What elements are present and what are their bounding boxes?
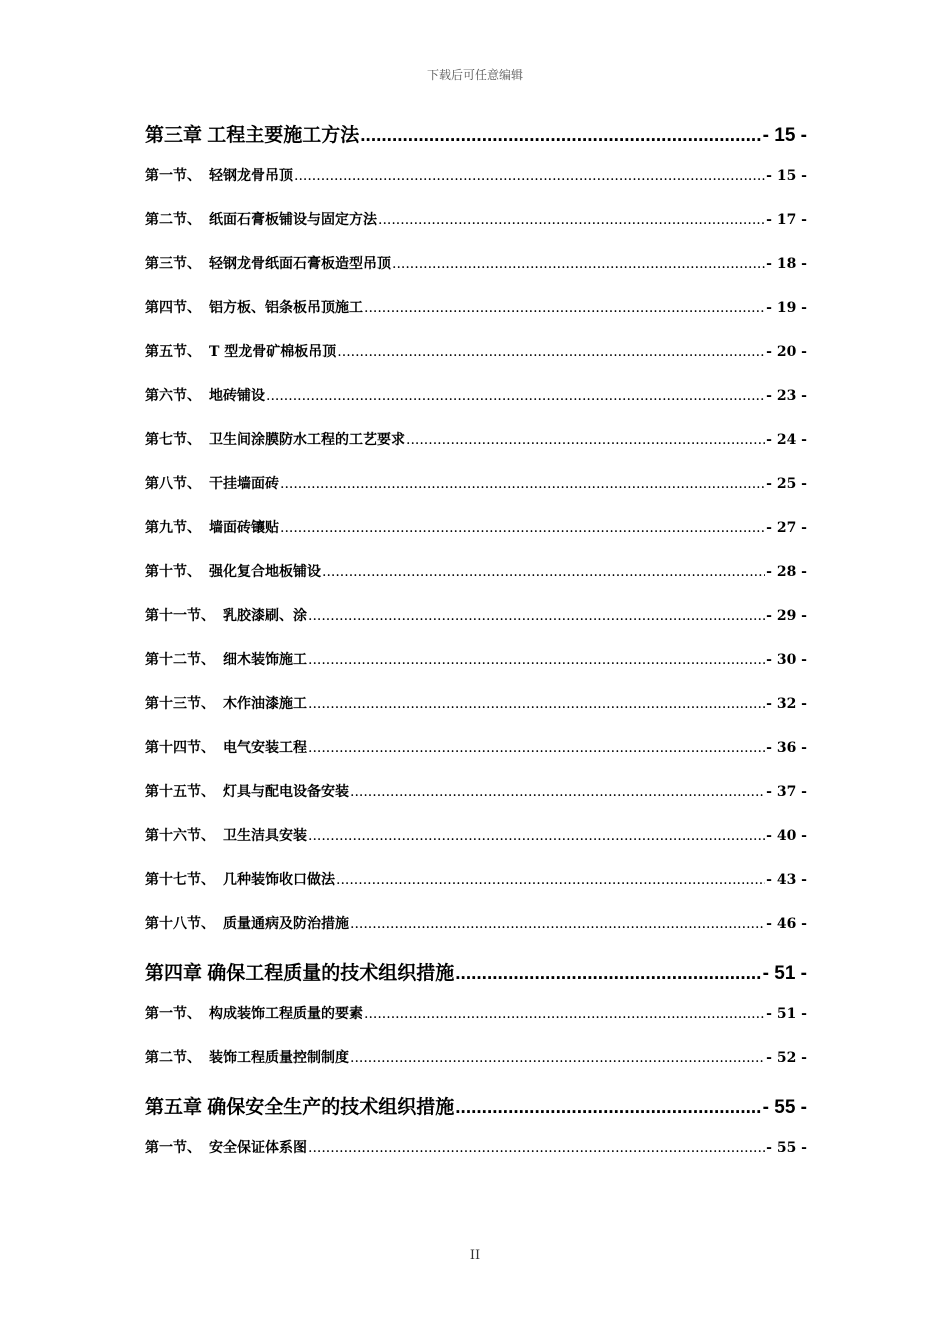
section-page: - 52 - — [766, 1050, 807, 1066]
section-number: 第一节、 — [145, 1006, 201, 1022]
section-number: 第一节、 — [145, 168, 201, 184]
toc-section[interactable] — [145, 770, 807, 814]
table-of-contents — [145, 118, 807, 1170]
section-page: - 30 - — [766, 652, 807, 668]
chapter-title: 第四章 确保工程质量的技术组织措施 — [145, 963, 455, 984]
section-number: 第一节、 — [145, 1140, 201, 1156]
leader-dots — [308, 814, 765, 858]
section-page: - 17 - — [766, 212, 807, 228]
section-title: 几种装饰收口做法 — [223, 872, 335, 888]
leader-dots — [364, 286, 765, 330]
section-title: 轻钢龙骨吊顶 — [209, 168, 293, 184]
toc-section[interactable] — [145, 1126, 807, 1170]
toc-section[interactable] — [145, 594, 807, 638]
section-title: 安全保证体系图 — [209, 1140, 307, 1156]
leader-dots — [350, 1036, 765, 1080]
leader-dots — [378, 198, 765, 242]
section-title: 地砖铺设 — [209, 388, 265, 404]
section-title: 细木装饰施工 — [223, 652, 307, 668]
section-title: 纸面石膏板铺设与固定方法 — [209, 212, 377, 228]
section-number: 第四节、 — [145, 300, 201, 316]
section-number: 第六节、 — [145, 388, 201, 404]
toc-section[interactable] — [145, 814, 807, 858]
toc-chapter-4[interactable] — [145, 956, 807, 992]
leader-dots — [294, 154, 765, 198]
section-number: 第七节、 — [145, 432, 201, 448]
section-title: 墙面砖镶贴 — [209, 520, 279, 536]
section-number: 第十五节、 — [145, 784, 215, 800]
toc-section[interactable] — [145, 242, 807, 286]
leader-dots — [336, 858, 765, 902]
section-title: 轻钢龙骨纸面石膏板造型吊顶 — [209, 256, 391, 272]
section-page: - 32 - — [766, 696, 807, 712]
leader-dots — [280, 506, 765, 550]
page-number: II — [469, 1248, 481, 1263]
leader-dots — [350, 902, 765, 946]
leader-dots — [308, 682, 765, 726]
chapter-page: - 55 - — [762, 1097, 807, 1118]
leader-dots — [322, 550, 765, 594]
leader-dots — [266, 374, 765, 418]
section-title: 装饰工程质量控制制度 — [209, 1050, 349, 1066]
toc-section[interactable] — [145, 154, 807, 198]
toc-section[interactable] — [145, 418, 807, 462]
section-page: - 43 - — [766, 872, 807, 888]
section-title: 干挂墙面砖 — [209, 476, 279, 492]
section-page: - 28 - — [766, 564, 807, 580]
chapter-title: 第五章 确保安全生产的技术组织措施 — [145, 1097, 455, 1118]
section-title: 质量通病及防治措施 — [223, 916, 349, 932]
section-title: 电气安装工程 — [223, 740, 307, 756]
section-number: 第二节、 — [145, 1050, 201, 1066]
section-number: 第十一节、 — [145, 608, 215, 624]
section-number: 第十二节、 — [145, 652, 215, 668]
section-title: 构成装饰工程质量的要素 — [209, 1006, 363, 1022]
toc-section[interactable] — [145, 726, 807, 770]
leader-dots — [308, 1126, 765, 1170]
section-page: - 37 - — [766, 784, 807, 800]
section-number: 第二节、 — [145, 212, 201, 228]
toc-section[interactable] — [145, 462, 807, 506]
section-page: - 40 - — [766, 828, 807, 844]
section-page: - 46 - — [766, 916, 807, 932]
leader-dots — [308, 638, 765, 682]
toc-section[interactable] — [145, 1036, 807, 1080]
section-page: - 25 - — [766, 476, 807, 492]
section-title: 卫生洁具安装 — [223, 828, 307, 844]
section-title: T 型龙骨矿棉板吊顶 — [209, 344, 337, 360]
section-title: 灯具与配电设备安装 — [223, 784, 349, 800]
toc-section[interactable] — [145, 992, 807, 1036]
section-page: - 51 - — [766, 1006, 807, 1022]
toc-chapter-5[interactable] — [145, 1090, 807, 1126]
leader-dots — [364, 992, 765, 1036]
toc-section[interactable] — [145, 198, 807, 242]
section-number: 第十六节、 — [145, 828, 215, 844]
section-page: - 20 - — [766, 344, 807, 360]
section-number: 第十四节、 — [145, 740, 215, 756]
section-number: 第三节、 — [145, 256, 201, 272]
toc-section[interactable] — [145, 330, 807, 374]
section-number: 第八节、 — [145, 476, 201, 492]
chapter-page: - 15 - — [762, 125, 807, 146]
leader-dots — [455, 956, 761, 992]
section-title: 铝方板、铝条板吊顶施工 — [209, 300, 363, 316]
leader-dots — [350, 770, 765, 814]
section-number: 第十节、 — [145, 564, 201, 580]
toc-section[interactable] — [145, 506, 807, 550]
leader-dots — [360, 118, 761, 154]
section-page: - 29 - — [766, 608, 807, 624]
section-number: 第十三节、 — [145, 696, 215, 712]
section-number: 第五节、 — [145, 344, 201, 360]
leader-dots — [337, 330, 765, 374]
toc-section[interactable] — [145, 858, 807, 902]
leader-dots — [455, 1090, 761, 1126]
section-page: - 18 - — [766, 256, 807, 272]
section-page: - 15 - — [766, 168, 807, 184]
section-page: - 27 - — [766, 520, 807, 536]
toc-section[interactable] — [145, 902, 807, 946]
section-number: 第九节、 — [145, 520, 201, 536]
section-title: 木作油漆施工 — [223, 696, 307, 712]
leader-dots — [280, 462, 765, 506]
section-title: 乳胶漆刷、涂 — [223, 608, 307, 624]
toc-section[interactable] — [145, 286, 807, 330]
section-title: 强化复合地板铺设 — [209, 564, 321, 580]
section-number: 第十七节、 — [145, 872, 215, 888]
leader-dots — [308, 726, 765, 770]
page-header: 下载后可任意编辑 — [426, 68, 523, 82]
toc-section[interactable] — [145, 550, 807, 594]
section-page: - 23 - — [766, 388, 807, 404]
toc-section[interactable] — [145, 374, 807, 418]
section-page: - 55 - — [766, 1140, 807, 1156]
toc-section[interactable] — [145, 638, 807, 682]
section-page: - 19 - — [766, 300, 807, 316]
toc-chapter-3[interactable] — [145, 118, 807, 154]
section-number: 第十八节、 — [145, 916, 215, 932]
section-page: - 36 - — [766, 740, 807, 756]
leader-dots — [308, 594, 765, 638]
chapter-page: - 51 - — [762, 963, 807, 984]
toc-section[interactable] — [145, 682, 807, 726]
section-page: - 24 - — [766, 432, 807, 448]
section-title: 卫生间涂膜防水工程的工艺要求 — [209, 432, 405, 448]
leader-dots — [406, 418, 765, 462]
chapter-title: 第三章 工程主要施工方法 — [145, 125, 360, 146]
leader-dots — [392, 242, 765, 286]
